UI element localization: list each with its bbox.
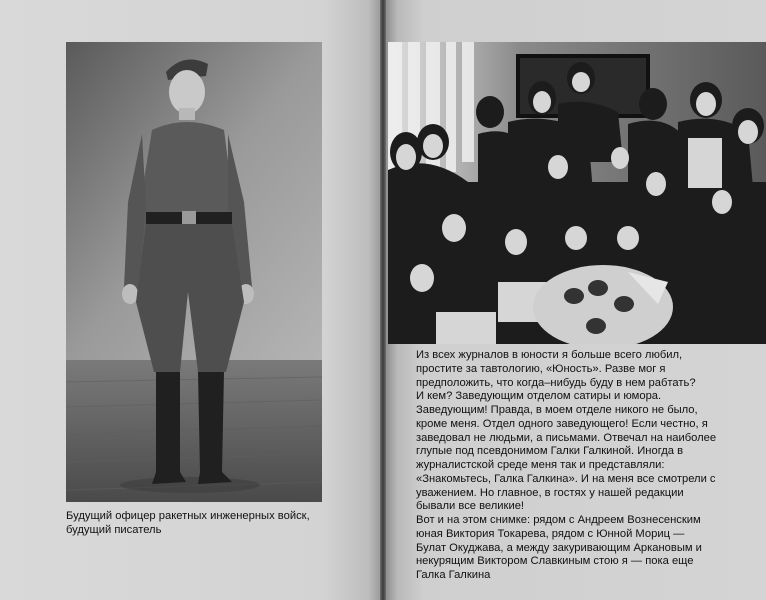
- text-line: глупые под псевдонимом Галки Галкиной. Иногда в: [416, 445, 684, 458]
- text-line: простите за тавтологию, «Юность». Разве мог я: [416, 362, 666, 375]
- text-line: Заведующим! Правда, в моем отделе никого не было,: [416, 404, 698, 416]
- crowd-photo: [388, 42, 766, 344]
- text-line: некурящим Виктором Славкиным стою я — пока еще: [416, 555, 694, 568]
- text-line: заведовал не людьми, а письмами. Отвечал на наиболее: [416, 431, 717, 444]
- left-page: [0, 0, 380, 600]
- caption-line: будущий писатель: [66, 524, 162, 536]
- text-line: журналистской среде меня так и представляли:: [416, 459, 665, 471]
- text-line: Булат Окуджава, а между закуривающим Аркановым и: [416, 541, 702, 554]
- text-line: бывали все великие!: [416, 500, 525, 513]
- text-line: И кем? Заведующим отделом сатиры и юмора.: [416, 390, 662, 403]
- article-text: [416, 349, 756, 583]
- text-line: «Знакомьтесь, Галка Галкина». И на меня все смотрели с: [416, 472, 716, 485]
- soldier-photo-caption: [66, 509, 336, 537]
- text-line: Из всех журналов в юности я больше всего любил,: [416, 349, 683, 361]
- caption-line: Будущий офицер ракетных инженерных войск,: [66, 510, 310, 522]
- text-line: Вот и на этом снимке: рядом с Андреем Вознесенским: [416, 514, 701, 526]
- text-line: уважением. Но главное, в гостях у нашей редакции: [416, 486, 684, 499]
- text-line: предположить, что когда–нибудь буду в нем рабтать?: [416, 376, 696, 389]
- soldier-photo: [66, 42, 322, 502]
- text-line: Галка Галкина: [416, 569, 491, 581]
- text-line: юная Виктория Токарева, рядом с Юнной Мориц —: [416, 527, 685, 540]
- text-line: кроме меня. Отдел одного заведующего! Если честно, я: [416, 417, 708, 430]
